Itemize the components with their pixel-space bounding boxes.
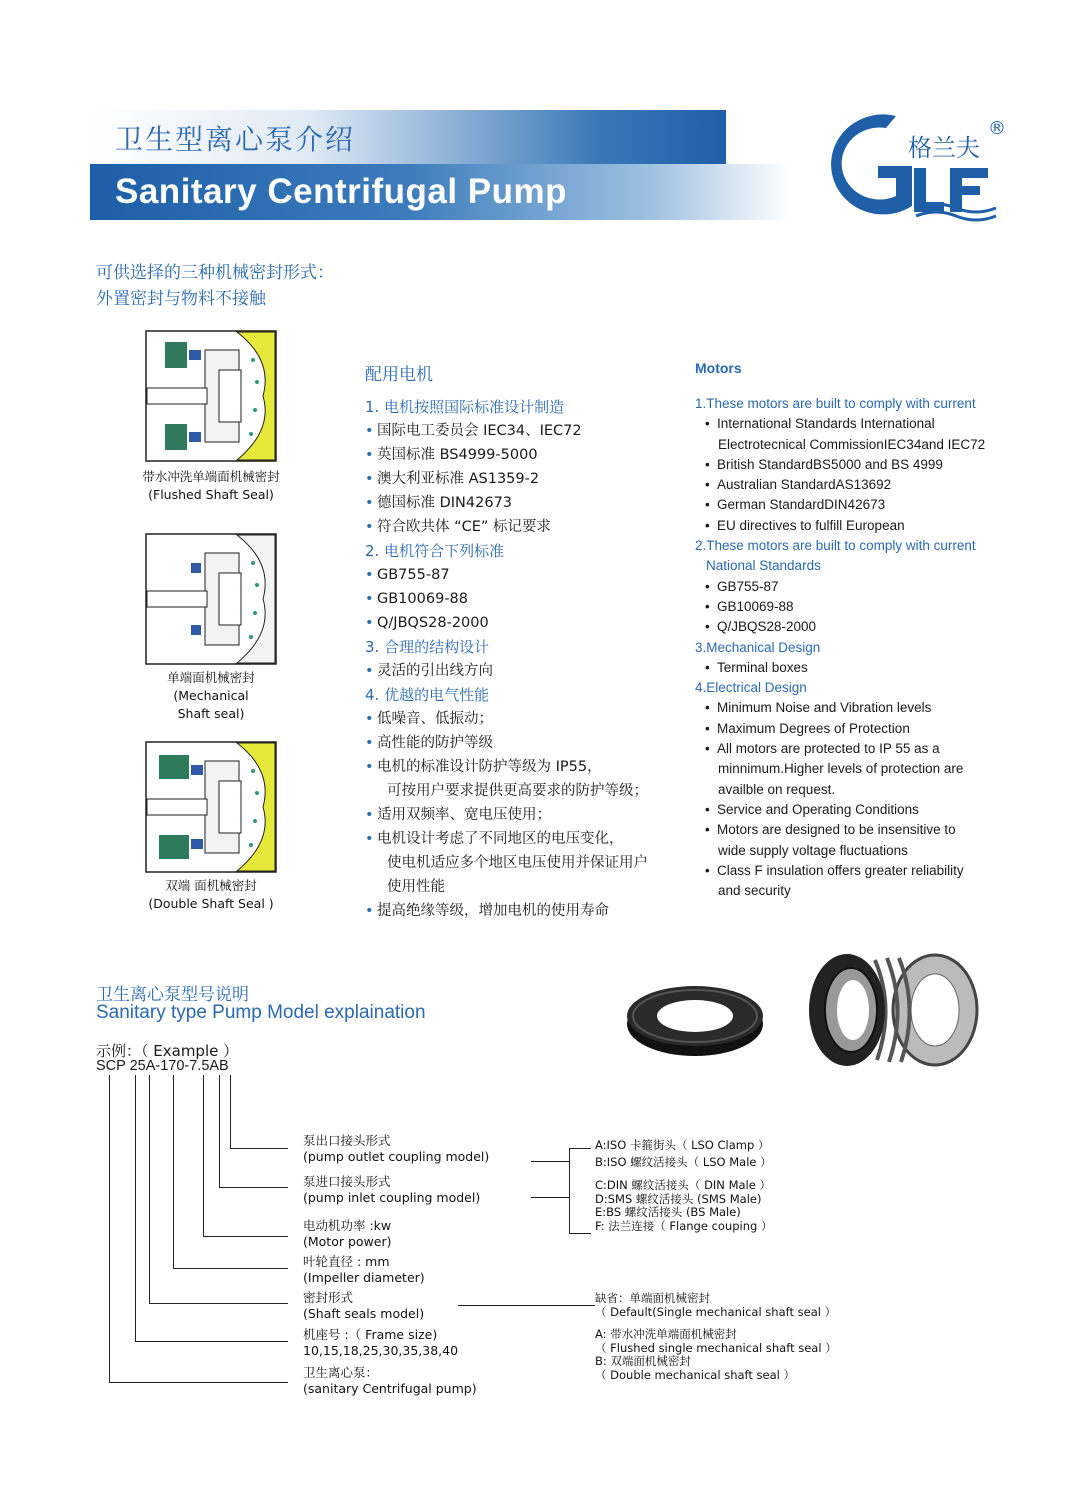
label-shaft-seal-cn: 密封形式 <box>303 1290 354 1305</box>
motors-cn-section-4: 4. 优越的电气性能 <box>365 686 490 704</box>
tree-line <box>219 1075 220 1188</box>
motors-cn-item: • 灵活的引出线方向 <box>365 659 685 683</box>
tree-line <box>173 1075 174 1269</box>
tree-line <box>203 1236 288 1237</box>
seal-ring-photo <box>625 978 765 1058</box>
motors-cn-item: • 低噪音、低振动； <box>365 707 685 731</box>
motors-en-item-cont: wide supply voltage fluctuations <box>718 842 908 858</box>
tree-line <box>219 1187 288 1188</box>
motors-en-item: • Service and Operating Conditions <box>695 800 1035 820</box>
mechanical-seal-drawing <box>145 533 277 665</box>
model-title-en: Sanitary type Pump Model explaination <box>96 1002 426 1023</box>
seal-caption-3-en: (Double Shaft Seal ) <box>148 896 274 911</box>
seal-caption-2-en-1: (Mechanical <box>173 688 249 703</box>
seal-option: A: 带水冲洗单端面机械密封 <box>595 1327 737 1341</box>
model-title-cn: 卫生离心泵型号说明 <box>96 985 249 1005</box>
connector-line <box>569 1148 591 1149</box>
motors-cn-item: • 提高绝缘等级，增加电机的使用寿命 <box>365 899 685 923</box>
tree-line <box>149 1303 288 1304</box>
motors-en-section-2: 2.These motors are built to comply with current <box>695 538 976 554</box>
label-sanitary-pump-en: (sanitary Centrifugal pump) <box>303 1381 477 1396</box>
label-inlet-coupling-en: (pump inlet coupling model) <box>303 1190 481 1205</box>
motors-en-item-cont: and security <box>718 883 791 899</box>
motors-en-section-4: 4.Electrical Design <box>695 680 807 696</box>
page-title-cn: 卫生型离心泵介绍 <box>115 123 356 156</box>
motors-cn-item: • 电机的标准设计防护等级为 IP55， <box>365 755 685 779</box>
tree-line <box>203 1075 204 1237</box>
page-title-en: Sanitary Centrifugal Pump <box>115 172 568 211</box>
coupling-option: B:ISO 螺纹活接头（ LSO Male ） <box>595 1154 772 1169</box>
motors-en-section-3: 3.Mechanical Design <box>695 639 821 655</box>
label-sanitary-pump <box>303 1365 477 1397</box>
motors-cn-item: • 国际电工委员会 IEC34、IEC72 <box>365 419 685 443</box>
label-inlet-coupling <box>303 1174 480 1206</box>
motors-en-item: • EU directives to fulfill European <box>695 516 1035 536</box>
glf-logo <box>816 108 1016 224</box>
seal-caption-1 <box>120 468 302 504</box>
seal-option: 缺省：单端面机械密封 <box>595 1291 710 1305</box>
motors-en-item: • Minimum Noise and Vibration levels <box>695 698 1035 718</box>
motors-en-item: • International Standards International <box>695 414 1035 434</box>
motors-en-item: • All motors are protected to IP 55 as a <box>695 739 1035 759</box>
motors-cn-section <box>365 360 685 923</box>
label-outlet-coupling-en: (pump outlet coupling model) <box>303 1149 490 1164</box>
label-impeller-diameter-en: (Impeller diameter) <box>303 1270 425 1285</box>
motors-en-item: • Terminal boxes <box>695 658 1035 678</box>
motors-cn-item: • GB755-87 <box>365 563 685 587</box>
motors-en-section <box>695 360 1035 901</box>
motors-cn-item-cont: 使电机适应多个地区电压使用并保证用户 <box>387 855 648 871</box>
motors-cn-item: • 适用双频率、宽电压使用； <box>365 803 685 827</box>
seal-option: （ Double mechanical shaft seal ） <box>595 1367 796 1382</box>
motors-en-item: • Q/JBQS28-2000 <box>695 617 1035 637</box>
seal-caption-2-cn: 单端面机械密封 <box>167 670 255 685</box>
seal-caption-1-en: (Flushed Shaft Seal) <box>148 487 274 502</box>
motors-cn-section-2: 2. 电机符合下列标准 <box>365 542 505 560</box>
motors-en-item: • GB755-87 <box>695 577 1035 597</box>
label-impeller-diameter-cn: 叶轮直径 : mm <box>303 1254 390 1269</box>
seal-caption-3 <box>120 877 302 913</box>
motors-cn-item: • 德国标准 DIN42673 <box>365 491 685 515</box>
tree-line <box>230 1075 231 1149</box>
coupling-option: E:BS 螺纹活接头 (BS Male) <box>595 1205 741 1219</box>
motors-en-item-cont: minnimum.Higher levels of protection are <box>718 761 964 777</box>
label-inlet-coupling-cn: 泵进口接头形式 <box>303 1174 391 1189</box>
motors-en-item: • Motors are designed to be insensitive to <box>695 820 1035 840</box>
label-outlet-coupling <box>303 1133 489 1165</box>
motors-cn-item: • 符合欧共体 “CE” 标记要求 <box>365 515 685 539</box>
motors-en-item: • British StandardBS5000 and BS 4999 <box>695 455 1035 475</box>
connector-line <box>458 1305 595 1306</box>
motors-cn-section-1: 1. 电机按照国际标准设计制造 <box>365 398 565 416</box>
motors-en-item: • GB10069-88 <box>695 597 1035 617</box>
tree-line <box>135 1075 136 1342</box>
flushed-seal-drawing <box>145 330 277 462</box>
motors-cn-item: • 高性能的防护等级 <box>365 731 685 755</box>
motors-cn-section-3: 3. 合理的结构设计 <box>365 638 490 656</box>
motors-en-heading: Motors <box>695 360 742 376</box>
seal-option: B: 双端面机械密封 <box>595 1354 691 1368</box>
mechanical-seal-photo <box>805 948 980 1073</box>
logo-text: 格兰夫 <box>908 134 980 162</box>
label-shaft-seal <box>303 1290 424 1322</box>
seal-options <box>595 1292 837 1382</box>
motors-cn-item: • 英国标准 BS4999-5000 <box>365 443 685 467</box>
motors-en-section-2-cont: National Standards <box>706 558 821 574</box>
motors-en-section-1: 1.These motors are built to comply with current <box>695 396 976 411</box>
connector-line <box>569 1148 570 1234</box>
label-outlet-coupling-cn: 泵出口接头形式 <box>303 1133 391 1148</box>
seal-caption-2 <box>120 669 302 723</box>
motors-en-item: • Class F insulation offers greater reliability <box>695 861 1035 881</box>
motors-en-item: • German StandardDIN42673 <box>695 495 1035 515</box>
example-label: 示例：（ Example ） <box>96 1042 239 1060</box>
seal-intro-line2: 外置密封与物料不接触 <box>96 289 266 309</box>
motors-cn-item: • 澳大利亚标准 AS1359-2 <box>365 467 685 491</box>
coupling-options <box>595 1139 772 1233</box>
coupling-option: F: 法兰连接（ Flange couping ） <box>595 1218 773 1233</box>
connector-line <box>531 1197 569 1198</box>
label-frame-size-cn: 机座号 :（ Frame size) <box>303 1327 438 1342</box>
seal-caption-2-en-2: Shaft seal) <box>177 706 245 721</box>
label-motor-power-cn: 电动机功率 :kw <box>303 1218 392 1233</box>
seal-caption-3-cn: 双端 面机械密封 <box>165 878 257 893</box>
coupling-option: D:SMS 螺纹活接头 (SMS Male) <box>595 1191 762 1206</box>
coupling-option: C:DIN 螺纹活接头（ DIN Male ） <box>595 1178 771 1192</box>
label-motor-power <box>303 1218 391 1250</box>
tree-line <box>149 1075 150 1304</box>
seal-intro <box>96 260 334 312</box>
tree-line <box>109 1382 288 1383</box>
coupling-option: A:ISO 卡箍街头（ LSO Clamp ） <box>595 1138 770 1152</box>
label-impeller-diameter <box>303 1254 425 1286</box>
motors-cn-item-cont: 使用性能 <box>387 879 445 895</box>
label-frame-size <box>303 1327 458 1359</box>
connector-line <box>569 1233 591 1234</box>
label-motor-power-en: (Motor power) <box>303 1234 392 1249</box>
motors-en-item: • Australian StandardAS13692 <box>695 475 1035 495</box>
label-shaft-seal-en: (Shaft seals model) <box>303 1306 425 1321</box>
seal-option: （ Default(Single mechanical shaft seal ） <box>595 1304 837 1319</box>
connector-line <box>531 1161 569 1162</box>
seal-intro-line1: 可供选择的三种机械密封形式： <box>96 263 334 283</box>
motors-cn-item: • 电机设计考虑了不同地区的电压变化， <box>365 827 685 851</box>
motors-cn-item: • GB10069-88 <box>365 587 685 611</box>
label-sanitary-pump-cn: 卫生离心泵： <box>303 1365 379 1380</box>
tree-line <box>230 1148 288 1149</box>
label-frame-size-en: 10,15,18,25,30,35,38,40 <box>303 1343 459 1358</box>
motors-cn-heading: 配用电机 <box>365 365 433 385</box>
motors-en-item-cont: availble on request. <box>718 781 836 797</box>
motors-en-item: • Maximum Degrees of Protection <box>695 719 1035 739</box>
seal-option: （ Flushed single mechanical shaft seal ） <box>595 1340 837 1355</box>
tree-line <box>173 1268 288 1269</box>
double-seal-drawing <box>145 741 277 873</box>
tree-line <box>109 1075 110 1383</box>
seal-caption-1-cn: 带水冲洗单端面机械密封 <box>142 469 280 484</box>
example-code: SCP 25A-170-7.5AB <box>96 1058 229 1074</box>
motors-cn-item: • Q/JBQS28-2000 <box>365 611 685 635</box>
registered-mark: ® <box>988 118 1006 139</box>
tree-line <box>135 1341 288 1342</box>
motors-en-item-cont: Electrotecnical CommissionIEC34and IEC72 <box>718 436 986 452</box>
motors-cn-item-cont: 可按用户要求提供更高要求的防护等级； <box>387 783 648 799</box>
